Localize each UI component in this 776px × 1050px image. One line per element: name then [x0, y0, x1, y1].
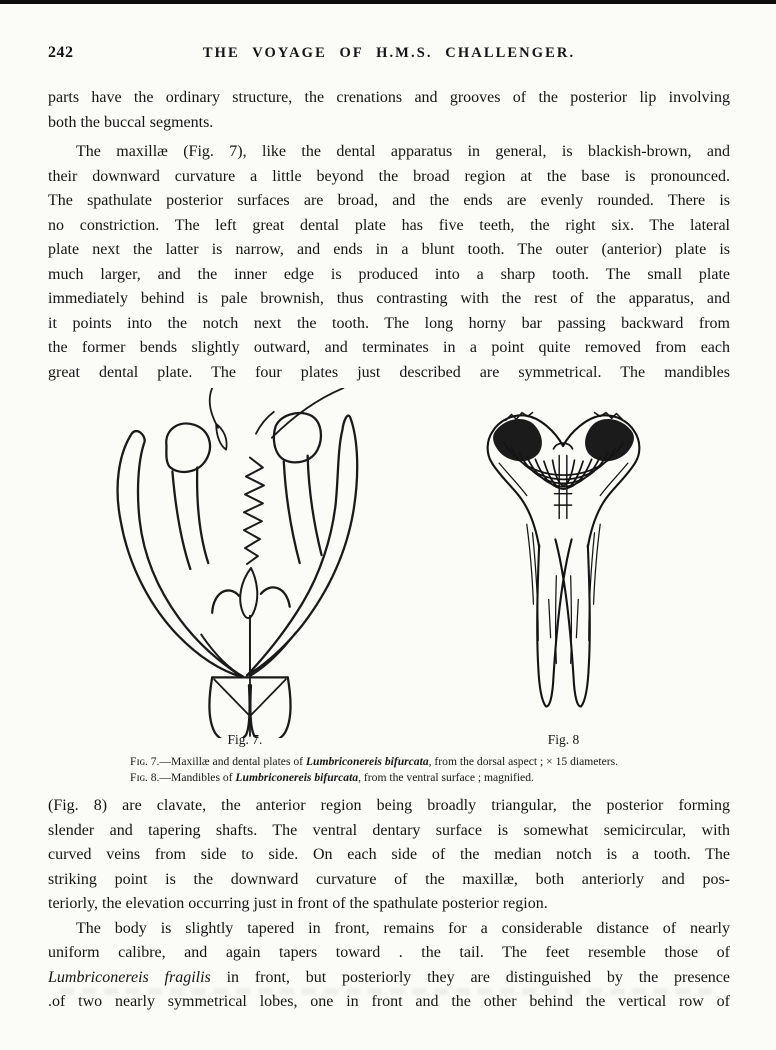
text-line: it points into the notch next the tooth. The long horny bar passing backward from — [48, 314, 730, 332]
text-line: the former bends slightly outward, and terminates in a point quite removed from each — [48, 339, 730, 356]
text-line: both the buccal segments. — [48, 113, 214, 131]
fig7-posterior-plates — [210, 677, 291, 738]
text-line: no constriction. The left great dental plate has five teeth, the right six. The lateral — [48, 216, 730, 234]
text-line: (Fig. 8) are clavate, the anterior region being broadly triangular, the posterior forming — [48, 797, 730, 814]
text-line: slender and tapering shafts. The ventral dentary surface is somewhat semicircular, with — [48, 821, 730, 839]
text-line: Lumbriconereis fragilis in front, but posteriorly they are distinguished by the presence — [48, 968, 730, 986]
text-line: parts have the ordinary structure, the crenations and grooves of the posterior lip involving — [48, 89, 730, 106]
text-line: The spathulate posterior surfaces are broad, and the ends are evenly rounded. There is — [48, 192, 730, 209]
text-line: striking point is the downward curvature of the maxillæ, both anteriorly and pos- — [48, 870, 730, 888]
page-header — [48, 44, 730, 64]
text-line: great dental plate. The four plates just described are symmetrical. The mandibles — [48, 363, 730, 381]
paragraph-mandibles — [48, 794, 730, 917]
paragraph-intro — [48, 86, 730, 135]
fig7-label: Fig. 7. — [227, 732, 263, 747]
scan-bleedthrough-artifact — [60, 988, 720, 995]
text-line: their downward curvature a little beyond the broad region at the base is pronounced. — [48, 167, 730, 185]
figure-block — [48, 388, 730, 792]
caption-fig8: Fɪɢ. 8.—Mandibles of Lumbriconereis bifurcata, from the ventral surface ; magnified. — [130, 771, 534, 785]
fig7-median-serration — [240, 458, 264, 678]
fig8-mandibles-drawing — [480, 404, 647, 714]
text-line: uniform calibre, and again tapers toward . the tail. The feet resemble those of — [48, 944, 730, 961]
text-line: immediately behind is pale brownish, thus contrasting with the rest of the apparatus, and — [48, 290, 730, 307]
text-line: plate next the latter is narrow, and ends in a blunt tooth. The outer (anterior) plate is — [48, 241, 730, 258]
running-title: THE VOYAGE OF H.M.S. CHALLENGER. — [202, 45, 576, 61]
text-line: curved veins from side to side. On each side of the median notch is a tooth. The — [48, 846, 730, 863]
fig7-right-inner-lobe — [274, 413, 322, 563]
text-line: teriorly, the elevation occurring just in front of the spathulate posterior region. — [48, 895, 548, 912]
fig7-outer-horns — [118, 416, 358, 678]
text-line: much larger, and the inner edge is produced into a sharp tooth. The small plate — [48, 265, 730, 283]
text-line: The maxillæ (Fig. 7), like the dental apparatus in general, is blackish-brown, and — [76, 143, 730, 160]
fig7-shoulders — [201, 633, 295, 677]
fig7-maxillae-drawing — [100, 388, 390, 738]
caption-fig7: Fɪɢ. 7.—Maxillæ and dental plates of Lumbriconereis bifurcata, from the dorsal aspect ; × 15 diameters. — [130, 755, 619, 768]
paragraph-body — [48, 917, 730, 1015]
figure-captions — [130, 754, 670, 786]
text-line: .of two nearly symmetrical lobes, one in front and the other behind the vertical row of — [48, 993, 730, 1010]
text-line: The body is slightly tapered in front, remains for a considerable distance of nearly — [76, 919, 730, 937]
fig8-label: Fig. 8 — [547, 732, 580, 747]
paragraph-maxillae — [48, 140, 730, 385]
fig7-basal-mounds — [212, 587, 290, 612]
page-content — [48, 0, 730, 1015]
fig7-antennae — [210, 388, 344, 438]
page-number: 242 — [48, 44, 74, 61]
fig7-left-inner-lobe — [166, 424, 226, 569]
